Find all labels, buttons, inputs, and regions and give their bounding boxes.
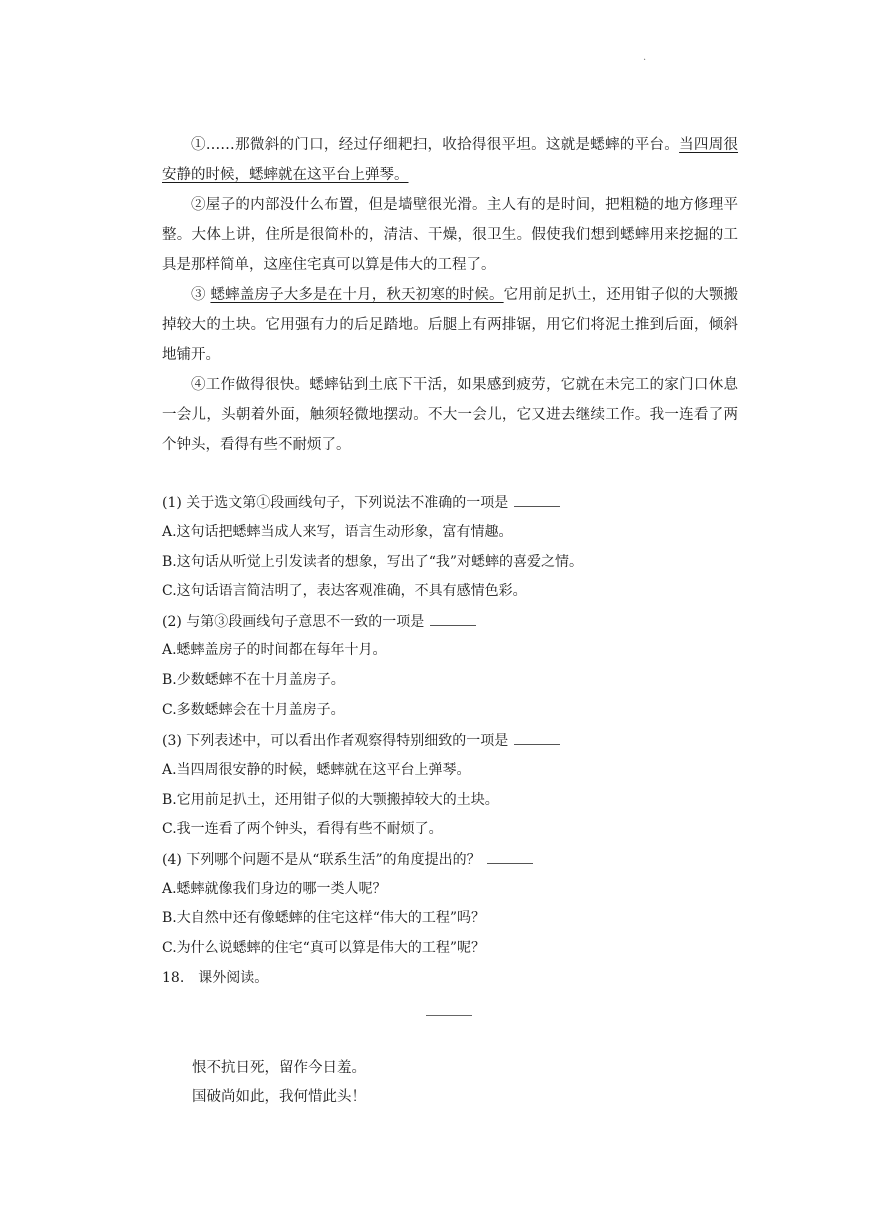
question-1-option-c: C.这句话语言简洁明了，表达客观准确，不具有感情色彩。 — [162, 583, 527, 599]
paragraph-4: ④工作做得很快。蟋蟀钻到土底下干活，如果感到疲劳，它就在未完工的家门口休息一会儿，头朝着外面，触须轻微地摆动。不大一会儿，它又进去继续工作。我一连看了两个钟头，看得有些不耐烦了。 — [162, 377, 738, 453]
question-1 — [162, 492, 560, 513]
question-2-option-c: C.多数蟋蟀会在十月盖房子。 — [162, 702, 345, 718]
question-4-option-a: A.蟋蟀就像我们身边的哪一类人呢？ — [162, 881, 387, 897]
question-3 — [162, 730, 560, 751]
answer-blank-4[interactable] — [487, 849, 533, 864]
question-4-option-c: C.为什么说蟋蟀的住宅“真可以算是伟大的工程”呢？ — [162, 940, 485, 956]
paragraph-1 — [162, 130, 738, 190]
paragraph-3-text: 它用前足扒土，还用钳子似的大颚搬掉较大的土块。它用强有力的后足踏地。后腿上有两排锯，用它们将泥土推到后面，倾斜地铺开。 — [162, 287, 739, 363]
question-2-option-b: B.少数蟋蟀不在十月盖房子。 — [162, 672, 345, 688]
question-3-option-c: C.我一连看了两个钟头，看得有些不耐烦了。 — [162, 821, 443, 837]
question-3-stem: (3) 下列表述中，可以看出作者观察得特别细致的一项是 — [162, 733, 509, 749]
section-18-heading: 18. 课外阅读。 — [162, 970, 269, 986]
question-2-stem: (2) 与第③段画线句子意思不一致的一项是 — [162, 614, 425, 630]
question-1-option-a: A.这句话把蟋蟀当成人来写，语言生动形象，富有情趣。 — [162, 524, 513, 540]
question-4-stem: (4) 下列哪个问题不是从“联系生活”的角度提出的？ — [162, 852, 481, 868]
title-blank-line — [426, 1015, 472, 1016]
paragraph-2: ②屋子的内部没什么布置，但是墙壁很光滑。主人有的是时间，把粗糙的地方修理平整。大体上讲，住所是很简朴的，清洁、干燥，很卫生。假使我们想到蟋蟀用来挖掘的工具是那样简单，这座住宅真可以算是伟大的工程了。 — [162, 197, 738, 273]
answer-blank-2[interactable] — [430, 611, 476, 626]
poem-line-1: 恨不抗日死，留作今日羞。 — [192, 1060, 366, 1076]
poem-line-2: 国破尚如此，我何惜此头！ — [192, 1089, 366, 1105]
answer-blank-1[interactable] — [514, 492, 560, 507]
question-3-option-a: A.当四周很安静的时候，蟋蟀就在这平台上弹琴。 — [162, 762, 471, 778]
paragraph-3 — [162, 280, 738, 370]
paragraph-1-text: ①……那微斜的门口，经过仔细耙扫，收拾得很平坦。这就是蟋蟀的平台。 — [191, 137, 680, 153]
question-1-option-b: B.这句话从听觉上引发读者的想象，写出了“我”对蟋蟀的喜爱之情。 — [162, 554, 584, 570]
question-4 — [162, 849, 533, 870]
paragraph-1-underlined-sentence: 当四周很安静的时候，蟋蟀就在这平台上弹琴。 — [162, 137, 739, 183]
answer-blank-3[interactable] — [514, 730, 560, 745]
paragraph-3-underlined-sentence: 蟋蟀盖房子大多是在十月，秋天初寒的时候。 — [210, 287, 504, 303]
page-mark: . — [643, 52, 647, 63]
paragraph-3-number: ③ — [191, 287, 211, 303]
question-1-stem: (1) 关于选文第①段画线句子，下列说法不准确的一项是 — [162, 495, 509, 511]
question-4-option-b: B.大自然中还有像蟋蟀的住宅这样“伟大的工程”吗？ — [162, 910, 486, 926]
question-3-option-b: B.它用前足扒土，还用钳子似的大颚搬掉较大的土块。 — [162, 792, 499, 808]
question-2 — [162, 611, 476, 632]
question-2-option-a: A.蟋蟀盖房子的时间都在每年十月。 — [162, 642, 387, 658]
